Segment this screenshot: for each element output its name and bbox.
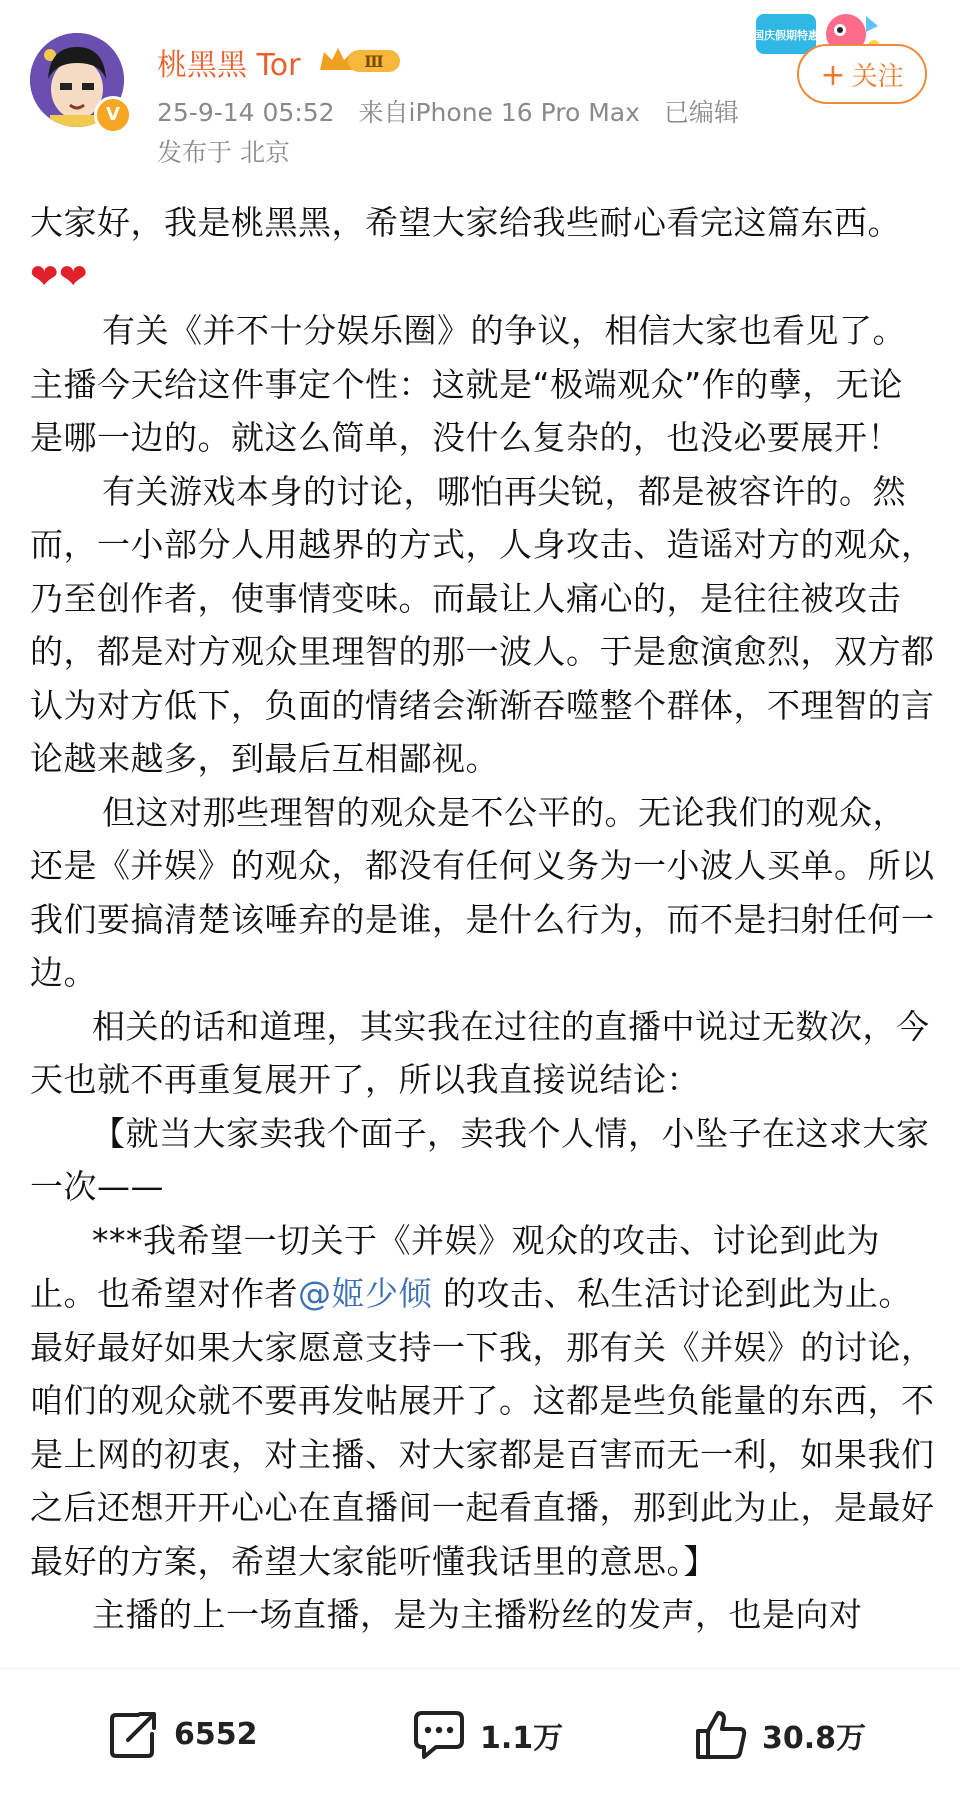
post-body (30, 196, 935, 1642)
post-meta (157, 93, 755, 129)
paragraph-request: 【就当大家卖我个面子，卖我个人情，小坠子在这求大家一次—— (30, 1113, 930, 1206)
text-fade (0, 1640, 960, 1670)
action-bar (0, 1668, 960, 1800)
paragraph-wish: ***我希望一切关于《并娱》观众的攻击、讨论到此为止。也希望对作者@姬少倾 的攻击、私生活讨论到此为止。最好最好如果大家愿意支持一下我，那有关《并娱》的讨论，咱们的观众就不要再发帖展开了。这都是些负能量的东西，不是上网的初衷，对主播、对大家都是百害而无一利，如果我们之后还想开开心心在直播间一起看直播，那到此为止，是最好最好的方案，希望大家能听懂我话里的意思。】 (30, 1220, 935, 1581)
paragraph-discussion: 有关游戏本身的讨论，哪怕再尖锐，都是被容许的。然而，一小部分人用越界的方式，人身攻击、造谣对方的观众，乃至创作者，使事情变味。而最让人痛心的，是往往被攻击的，都是对方观众里理智的那一波人。于是愈演愈烈，双方都认为对方低下，负面的情绪会渐渐吞噬整个群体，不理智的言论越来越多，到最后互相鄙视。 (30, 471, 935, 778)
like-button[interactable] (694, 1669, 866, 1800)
vip-crown-badge-icon[interactable] (318, 44, 404, 76)
thumbs-up-icon (694, 1709, 748, 1761)
heart-emoji-icon: ❤❤ (30, 256, 88, 297)
sticker-text: 国庆假期特惠 (754, 29, 819, 42)
comment-button[interactable] (412, 1669, 563, 1800)
post-time: 25-9-14 05:52 (157, 98, 335, 127)
mention-link[interactable]: @姬少倾 (298, 1274, 432, 1313)
comment-count: 1.1万 (480, 1720, 564, 1756)
like-count: 30.8万 (762, 1720, 867, 1756)
share-icon (108, 1710, 160, 1760)
post-location: 发布于 北京 (157, 138, 290, 167)
follow-label: 关注 (851, 62, 904, 92)
share-count: 6552 (174, 1717, 258, 1752)
user-name[interactable]: 桃黑黑 Tor (157, 48, 301, 83)
verified-badge-icon: V (94, 96, 132, 134)
edited-label[interactable]: 已编辑 (663, 98, 739, 127)
vip-level-text: Ⅲ (364, 52, 384, 71)
plus-icon: + (820, 58, 846, 93)
comment-icon (412, 1709, 466, 1761)
paragraph-conclusion-intro: 相关的话和道理，其实我在过往的直播中说过无数次，今天也就不再重复展开了，所以我直接说结论： (30, 1006, 930, 1099)
paragraph-controversy: 有关《并不十分娱乐圈》的争议，相信大家也看见了。主播今天给这件事定个性：这就是“极端观众”作的孽，无论是哪一边的。就这么简单，没什么复杂的，也没必要展开！ (30, 311, 906, 457)
post-header (0, 0, 960, 180)
follow-button[interactable] (797, 44, 927, 104)
paragraph-fairness: 但这对那些理智的观众是不公平的。无论我们的观众，还是《并娱》的观众，都没有任何义务为一小波人买单。所以我们要搞清楚该唾弃的是谁，是什么行为，而不是扫射任何一边。 (30, 792, 935, 992)
paragraph-last-stream: 主播的上一场直播，是为主播粉丝的发声，也是向对 (92, 1595, 863, 1634)
paragraph-greeting: 大家好，我是桃黑黑，希望大家给我些耐心看完这篇东西。 ❤❤ (30, 203, 901, 297)
share-button[interactable] (108, 1669, 258, 1800)
post-source: 来自iPhone 16 Pro Max (358, 98, 640, 127)
